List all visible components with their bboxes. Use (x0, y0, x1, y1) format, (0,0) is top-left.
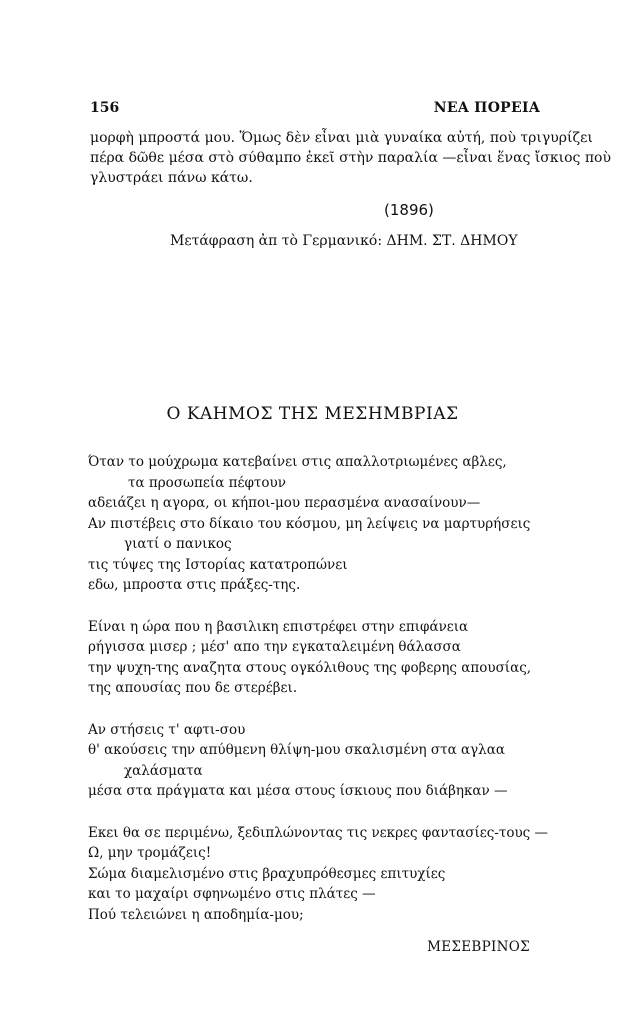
poem-line: ρήγισσα μισερ ; μέσ' απο την εγκαταλειμένη θάλασσα (88, 639, 461, 655)
poem-line: τα προσωπεία πέφτουν (128, 474, 286, 491)
prose-line: πέρα δῶθε μέσα στὸ σύθαμπο ἐκεῖ στὴν παραλία —εἶναι ἕνας ἴσκιος ποὺ (90, 150, 611, 166)
poem-body (88, 452, 558, 946)
poem-line: την ψυχη-της αναζητα στους ογκόλιθους της φοβερης απουσίας, (88, 659, 532, 676)
poem-line: Αν στήσεις τ' αφτι-σου (88, 721, 246, 738)
poem-line: Ω, μην τρομάζεις! (88, 845, 212, 861)
poem-line: χαλάσματα (124, 762, 203, 779)
poem-stanza (88, 452, 558, 596)
poem-line: Εκει θα σε περιμένω, ξεδιπλώνοντας τις νεκρες φαντασίες-τους — (88, 824, 549, 841)
poem-line: θ' ακούσεις την απύθμενη θλίψη-μου σκαλισμένη στα αγλαα (88, 742, 505, 758)
running-header (90, 100, 540, 120)
translation-credit: Μετάφραση ἀπ τὸ Γερμανικό: ΔΗΜ. ΣΤ. ΔΗΜΟΥ (170, 233, 518, 249)
poem-line: Αν πιστέβεις στο δίκαιο του κόσμου, μη λείψεις να μαρτυρήσεις (88, 515, 531, 532)
prose-continuation (90, 128, 611, 188)
poem-signature: ΜΕΣΕΒΡΙΝΟΣ (427, 939, 530, 955)
poem-title: Ο ΚΑΗΜΟΣ ΤΗΣ ΜΕΣΗΜΒΡΙΑΣ (166, 404, 459, 424)
poem-line: τις τύψες της Ιστορίας κατατροπώνει (88, 556, 348, 573)
poem-line: της απουσίας που δε στερέβει. (88, 680, 298, 696)
poem-line: Σώμα διαμελισμένο στις βραχυπρόθεσμες επιτυχίες (88, 865, 446, 882)
poem-stanza (88, 720, 558, 802)
poem-line: αδειάζει η αγορα, οι κήποι-μου περασμένα ανασαίνουν— (88, 495, 481, 511)
poem-line: μέσα στα πράγματα και μέσα στους ίσκιους που διάβηκαν — (88, 783, 508, 799)
poem-line: εδω, μπροστα στις πράξες-της. (88, 577, 301, 593)
poem-line: και το μαχαίρι σφηνωμένο στις πλάτες — (88, 886, 376, 902)
poem-stanza (88, 823, 558, 926)
page-number: 156 (90, 100, 120, 116)
poem-line: γιατί ο πανικος (124, 536, 232, 552)
poem-line: Πού τελειώνει η αποδημία-μου; (88, 906, 304, 923)
prose-year: (1896) (384, 201, 434, 219)
prose-line: μορφὴ μπροστά μου. Ὅμως δὲν εἶναι μιὰ γυναίκα αὐτή, ποὺ τριγυρίζει (90, 130, 593, 146)
journal-name: ΝΕΑ ΠΟΡΕΙΑ (433, 100, 540, 116)
poem-stanza (88, 617, 558, 699)
prose-line: γλυστράει πάνω κάτω. (90, 170, 253, 186)
poem-line: Είναι η ώρα που η βασιλικη επιστρέφει στην επιφάνεια (88, 618, 469, 635)
poem-line: Όταν το μούχρωμα κατεβαίνει στις απαλλοτριωμένες αβλες, (88, 454, 507, 470)
